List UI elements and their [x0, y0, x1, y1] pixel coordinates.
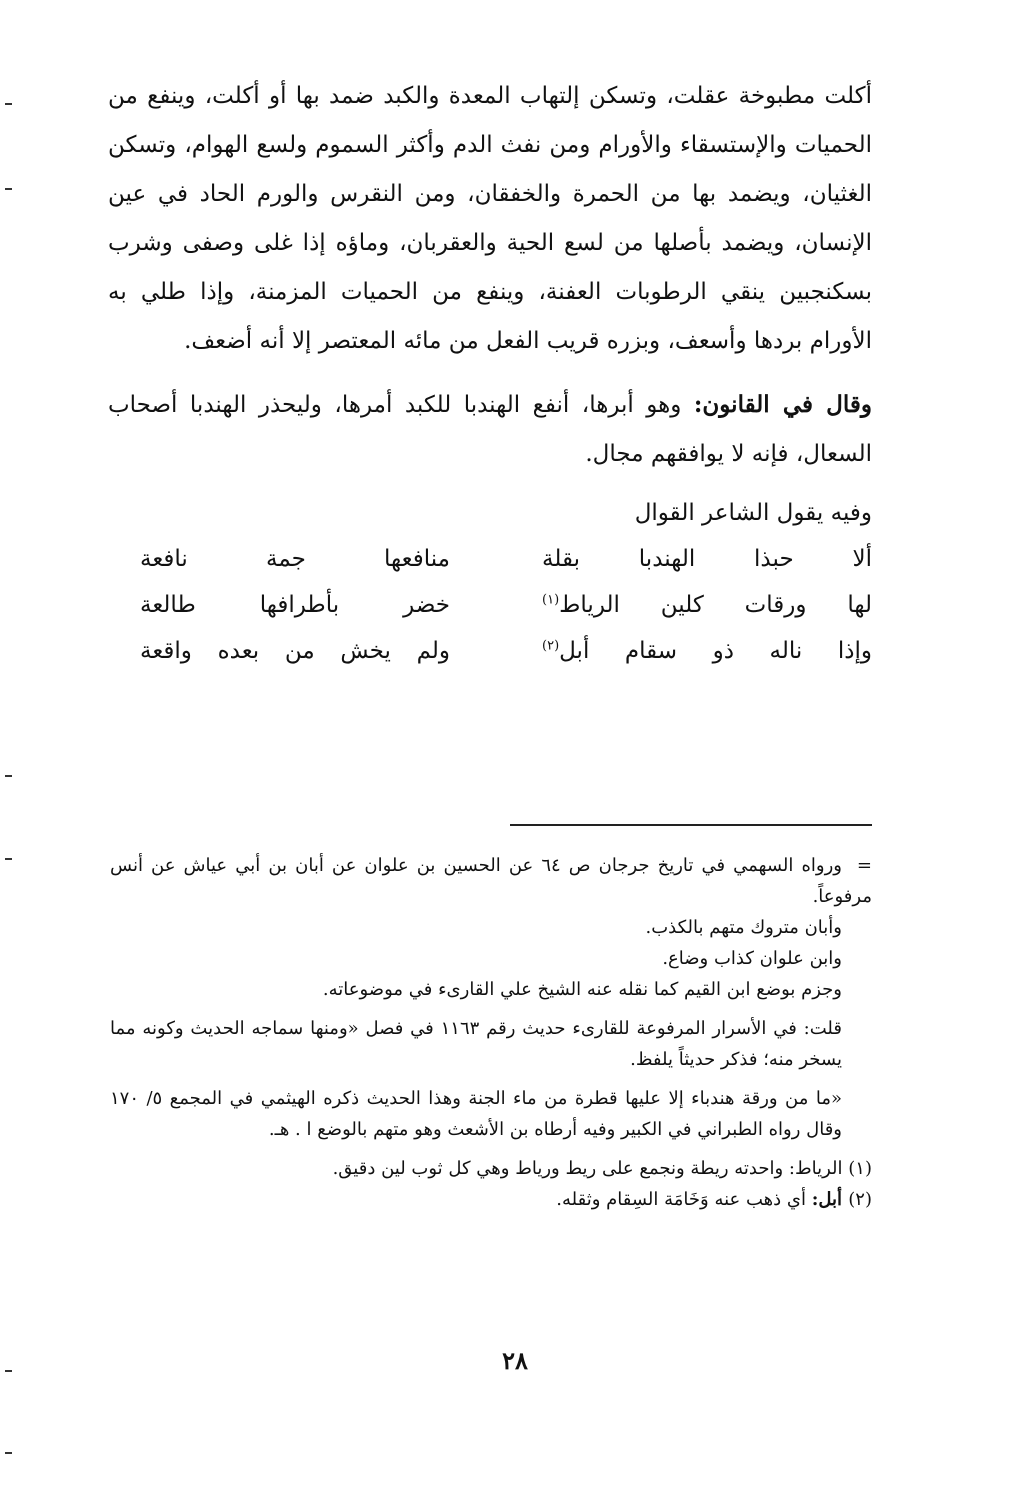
- continuation-marker: =: [856, 855, 872, 876]
- paragraph-2: [108, 380, 872, 479]
- footnote-line: وجزم بوضع ابن القيم كما نقله عنه الشيخ علي القارىء في موضوعاته.: [322, 979, 842, 1000]
- paragraph-3: وفيه يقول الشاعر القوال: [634, 500, 872, 526]
- page-number: ٢٨: [502, 1346, 528, 1375]
- footnote-line: «ما من ورقة هندباء إلا عليها قطرة من ماء الجنة وهذا الحديث ذكره الهيثمي في المجمع ٥/ ١٧٠ وقال رواه الطبراني في الكبير وفيه أرطاه بن الأشعث وهو متهم بالوضع ا . هـ.: [110, 1088, 842, 1140]
- footnote-ref: (١): [542, 592, 560, 608]
- footnote-2: (٢) أبل: أي ذهب عنه وَخَامَة السِقام وثقله.: [556, 1189, 872, 1210]
- footnote-1-number: (١): [848, 1158, 872, 1179]
- verse-text: لها ورقات كلين الرياط: [559, 592, 872, 618]
- footnote-ref: (٢): [542, 638, 560, 654]
- margin-mark: [5, 858, 12, 860]
- verse-first-hemistich: [542, 638, 872, 664]
- paragraph-2-text: وهو أبرها، أنفع الهندبا للكبد أمرها، وليحذر الهندبا أصحاب السعال، فإنه لا يوافقهم مجال.: [108, 392, 872, 467]
- footnote-1: (١) الرياط: واحدته ريطة ونجمع على ريط ورياط وهي كل ثوب لين دقيق.: [332, 1158, 872, 1179]
- verse-second-hemistich: ولم يخش من بعده واقعة: [140, 638, 450, 664]
- poem-verse: [108, 592, 872, 638]
- paragraph-2-lead: وقال في القانون:: [693, 391, 872, 418]
- margin-mark: [5, 775, 12, 777]
- margin-mark: [5, 188, 12, 190]
- footnote-continuation: =ورواه السهمي في تاريخ جرجان ص ٦٤ عن الحسين بن علوان عن أبان بن أبي عياش عن أنس مرفوعاً.: [110, 850, 872, 912]
- footnotes: [110, 850, 872, 1215]
- verse-text: وإذا ناله ذو سقام أبل: [559, 638, 872, 664]
- footnote-divider: [510, 824, 872, 826]
- verse-second-hemistich: خضر بأطرافها طالعة: [140, 592, 450, 618]
- poem-verse: [108, 638, 872, 684]
- paragraph-1: أكلت مطبوخة عقلت، وتسكن إلتهاب المعدة والكبد ضمد بها أو أكلت، وينفع من الحميات والإستسقاء والأورام ومن نفث الدم وأكثر السموم ولسع الهوام، وتسكن الغثيان، ويضمد بها من الحمرة والخفقان، ومن النقرس والورم الحاد في عين الإنسان، ويضمد بأصلها من لسع الحية والعقربان، وماؤه إذا غلى وصفى وشرب بسكنجبين ينقي الرطوبات العفنة، وينفع من الحميات المزمنة، وإذا طلي به الأورام بردها وأسعف، وبزره قريب الفعل من مائه المعتصر إلا أنه أضعف.: [108, 83, 872, 354]
- poem-verse: [108, 546, 872, 592]
- margin-mark: [5, 1370, 12, 1372]
- footnote-2-word: أبل:: [811, 1189, 849, 1210]
- margin-mark: [5, 103, 12, 105]
- margin-mark: [5, 1452, 12, 1454]
- footnote-line: قلت: في الأسرار المرفوعة للقارىء حديث رقم ١١٦٣ في فصل «ومنها سماجه الحديث وكونه مما يسخر منه؛ فذكر حديثاً يلفظ.: [110, 1018, 842, 1070]
- footnote-line: وابن علوان كذاب وضاع.: [662, 948, 842, 969]
- footnote-line: وأبان متروك متهم بالكذب.: [645, 917, 842, 938]
- verse-first-hemistich: ألا حبذا الهندبا بقلة: [542, 546, 872, 572]
- verse-first-hemistich: [542, 592, 872, 618]
- poem: [108, 546, 872, 684]
- footnote-2-number: (٢): [848, 1189, 872, 1210]
- verse-second-hemistich: منافعها جمة نافعة: [140, 546, 450, 572]
- main-text: [108, 72, 872, 538]
